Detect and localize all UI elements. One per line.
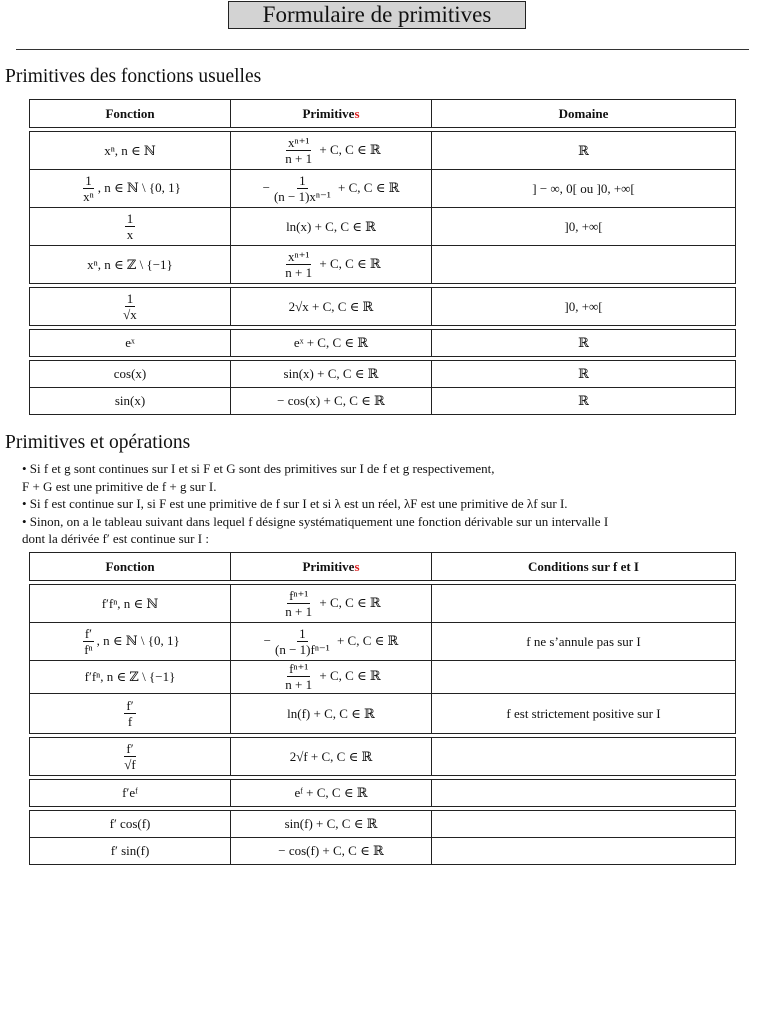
primitive-cell: − cos(x) + C, C ∈ ℝ — [231, 388, 432, 415]
domain-cell: ]0, +∞[ — [432, 288, 736, 326]
table-row — [30, 623, 736, 661]
condition-cell — [432, 780, 736, 807]
function-cell: eˣ — [30, 330, 231, 357]
table-row — [30, 361, 736, 388]
function-cell: sin(x) — [30, 388, 231, 415]
table-row — [30, 694, 736, 734]
table-row — [30, 132, 736, 170]
table-row — [30, 585, 736, 623]
operations-primitives-table — [29, 552, 736, 865]
section-heading-operations: Primitives et opérations — [5, 432, 191, 453]
table-row — [30, 811, 736, 838]
condition-cell: f est strictement positive sur I — [432, 694, 736, 734]
primitive-cell: $\frac{\text{fⁿ⁺¹}}{n + 1}$ + C, C ∈ ℝ — [231, 661, 432, 694]
function-cell: f′ cos(f) — [30, 811, 231, 838]
primitive-cell: $\frac{\text{xⁿ⁺¹}}{n + 1}$ + C, C ∈ ℝ — [231, 132, 432, 170]
function-cell: f′eᶠ — [30, 780, 231, 807]
primitive-cell: 2√x + C, C ∈ ℝ — [231, 288, 432, 326]
domain-cell: ]0, +∞[ — [432, 208, 736, 246]
function-cell: xⁿ, n ∈ ℤ \ {−1} — [30, 246, 231, 284]
function-cell: f′ sin(f) — [30, 838, 231, 865]
function-cell: xⁿ, n ∈ ℕ — [30, 132, 231, 170]
primitive-cell: sin(f) + C, C ∈ ℝ — [231, 811, 432, 838]
bullet-line: • Sinon, on a le tableau suivant dans lequel f désigne systématiquement une fonction dérivable sur un intervalle I — [22, 513, 609, 529]
primitive-cell: ln(x) + C, C ∈ ℝ — [231, 208, 432, 246]
page-title: Formulaire de primitives — [228, 1, 526, 29]
domain-cell: ] − ∞, 0[ ou ]0, +∞[ — [432, 170, 736, 208]
table-row — [30, 208, 736, 246]
table-header — [30, 553, 736, 581]
bullet-line: • Si f et g sont continues sur I et si F et G sont des primitives sur I de f et g respectivement, — [22, 461, 495, 476]
condition-cell — [432, 661, 736, 694]
table-row — [30, 288, 736, 326]
function-cell: f′fⁿ, n ∈ ℕ — [30, 585, 231, 623]
header-primitives: Primitives — [231, 553, 432, 581]
function-cell: $\frac{f'}{\text{fⁿ}}$ , n ∈ ℕ \ {0, 1} — [30, 623, 231, 661]
header-fonction: Fonction — [30, 553, 231, 581]
primitive-cell: eᶠ + C, C ∈ ℝ — [231, 780, 432, 807]
table-row — [30, 661, 736, 694]
domain-cell: ℝ — [432, 361, 736, 388]
primitive-cell: ln(f) + C, C ∈ ℝ — [231, 694, 432, 734]
usual-primitives-table — [29, 99, 736, 415]
header-fonction: Fonction — [30, 100, 231, 128]
table-row — [30, 388, 736, 415]
condition-cell — [432, 738, 736, 776]
function-cell: $\frac{1}{x}$ — [30, 208, 231, 246]
table-row — [30, 330, 736, 357]
primitive-cell: − cos(f) + C, C ∈ ℝ — [231, 838, 432, 865]
domain-cell: ℝ — [432, 330, 736, 357]
bullet-line: F + G est une primitive de f + g sur I. — [22, 478, 217, 494]
condition-cell — [432, 838, 736, 865]
header-conditions: Conditions sur f et I — [432, 553, 736, 581]
primitive-cell: eˣ + C, C ∈ ℝ — [231, 330, 432, 357]
condition-cell — [432, 811, 736, 838]
table-header — [30, 100, 736, 128]
table-row — [30, 838, 736, 865]
table-row — [30, 780, 736, 807]
primitive-cell: sin(x) + C, C ∈ ℝ — [231, 361, 432, 388]
operations-text — [22, 460, 752, 548]
bullet-line: • Si f est continue sur I, si F est une primitive de f sur I et si λ est un réel, λF est une primitive de λf sur I. — [22, 496, 568, 511]
primitive-cell: 2√f + C, C ∈ ℝ — [231, 738, 432, 776]
title-divider — [16, 49, 749, 50]
condition-cell — [432, 585, 736, 623]
header-primitives: Primitives — [231, 100, 432, 128]
domain-cell: ℝ — [432, 132, 736, 170]
domain-cell — [432, 246, 736, 284]
function-cell: $\frac{1}{√x}$ — [30, 288, 231, 326]
primitive-cell: $\frac{\text{xⁿ⁺¹}}{n + 1}$ + C, C ∈ ℝ — [231, 246, 432, 284]
primitive-cell: − $\frac{1}{\text{(n − 1)fⁿ⁻¹}}$ + C, C ∈ ℝ — [231, 623, 432, 661]
domain-cell: ℝ — [432, 388, 736, 415]
primitive-cell: − $\frac{1}{\text{(n − 1)xⁿ⁻¹}}$ + C, C ∈ ℝ — [231, 170, 432, 208]
function-cell: $\frac{1}{\text{xⁿ}}$ , n ∈ ℕ \ {0, 1} — [30, 170, 231, 208]
function-cell: cos(x) — [30, 361, 231, 388]
header-domaine: Domaine — [432, 100, 736, 128]
function-cell: $\frac{f'}{√f}$ — [30, 738, 231, 776]
function-cell: f′fⁿ, n ∈ ℤ \ {−1} — [30, 661, 231, 694]
function-cell: $\frac{f'}{f}$ — [30, 694, 231, 734]
table-row — [30, 170, 736, 208]
table-row — [30, 246, 736, 284]
table-row — [30, 738, 736, 776]
section-heading-usual: Primitives des fonctions usuelles — [5, 66, 262, 87]
condition-cell: f ne s’annule pas sur I — [432, 623, 736, 661]
primitive-cell: $\frac{\text{fⁿ⁺¹}}{n + 1}$ + C, C ∈ ℝ — [231, 585, 432, 623]
bullet-line: dont la dérivée f′ est continue sur I : — [22, 531, 209, 546]
